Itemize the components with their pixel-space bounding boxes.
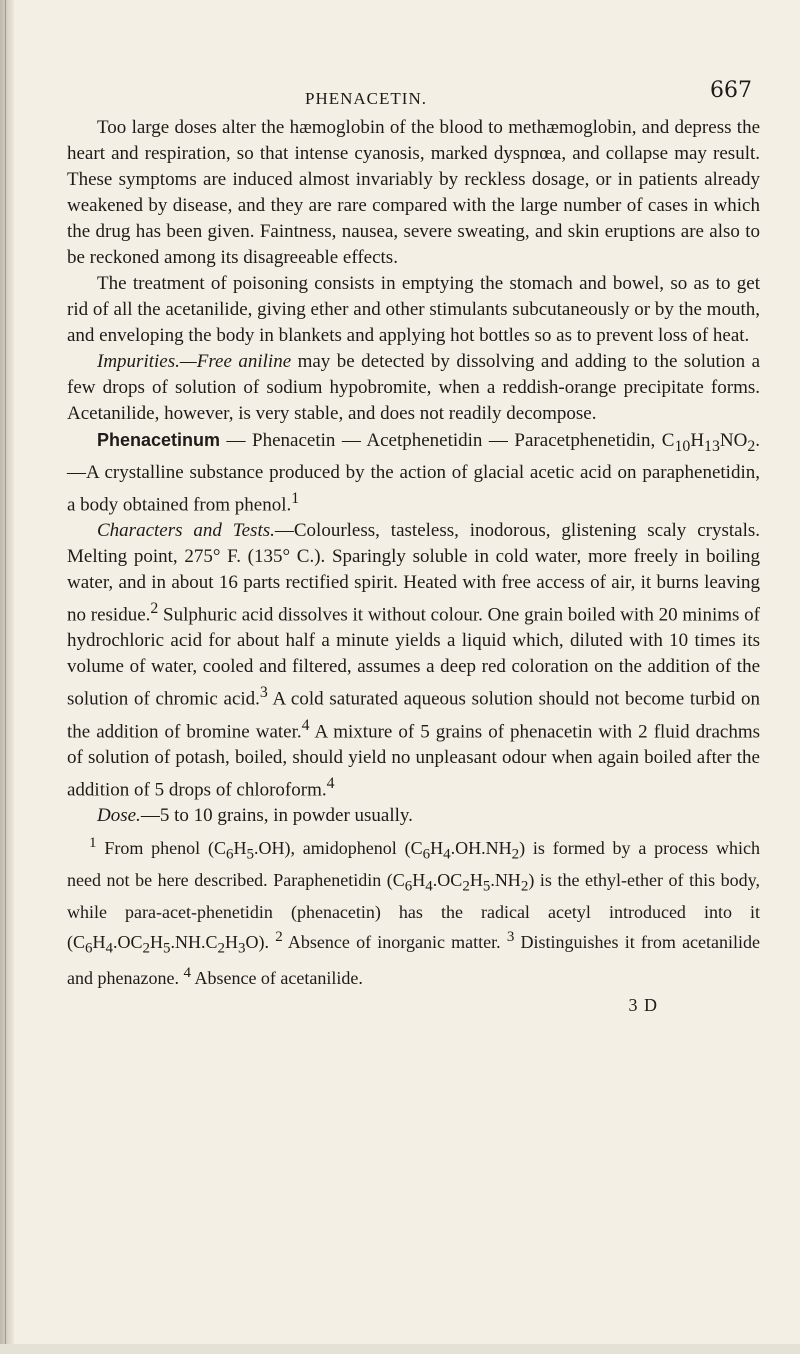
impurities-heading: Impurities.—Free aniline [97,351,292,372]
footnote-marker: 1 [89,835,97,852]
formula-subscript: 6 [404,878,413,895]
formula-subscript: 13 [704,437,720,455]
book-page [67,0,760,1021]
signature-row [67,991,760,1021]
footnote-ref: 1 [291,489,300,507]
phenacetinum-heading: Phenacetinum [97,430,221,450]
footnote-text: .OH.NH [450,838,512,859]
formula-subscript: 4 [443,847,451,864]
dose-text: —5 to 10 grains, in powder usually. [140,805,413,827]
formula-subscript: 4 [105,940,113,957]
running-title: PHENACETIN. [305,89,427,108]
formula-subscript: 5 [246,847,254,864]
footnotes [67,831,760,991]
footnote-marker: 2 [275,928,283,945]
formula-subscript: 3 [238,940,246,957]
formula-subscript: 2 [217,940,226,957]
footnote-4-text: Absence of acetanilide. [190,968,363,989]
footnote-text: .OC [113,931,143,952]
characters-text-b: Sulphuric acid dissolves it without colour. One grain boiled with 20 minims of hydrochloric acid for about half a minute yields a liquid which, diluted with 10 times its volume of water, cooled and filtered, assumes a deep red coloration on the addition of the solution of chromic acid. [67,604,760,710]
footnote-text: ) is the ethyl-ether of this body, while para-acet-phenetidin (phenacetin) has the radical acetyl introduced into it (C [67,870,761,952]
paragraph-characters [67,518,760,803]
signature-mark: 3 D [628,995,658,1016]
formula-subscript: 2 [747,437,756,455]
footnote-text: O). [245,931,270,952]
running-head [67,0,760,115]
footnote-3-text: Distinguishes it from acetanilide and phenazone. [67,931,761,989]
footnote-ref: 4 [326,775,335,793]
footnote-text: H [233,838,247,859]
footnote-1 [67,831,760,991]
formula-subscript: 6 [225,847,234,864]
paragraph-toxicity: Too large doses alter the hæmoglobin of the blood to methæmoglobin, and depress the heart and respiration, so that intense cyanosis, marked dyspnœa, and collapse may result. These symptoms are induced almost invariably by reckless dosage, or in patients already weakened by disease, and they are rare compared with the large number of cases in which the drug has been given. Faintness, nausea, severe sweating, and skin eruptions are also to be reckoned among its disagreeable effects. [67,117,760,268]
binding-gutter [0,0,14,1354]
footnote-text: .OH), amidophenol (C [253,838,423,859]
footnote-text: H [412,870,426,891]
page-number: 667 [710,78,752,103]
characters-text-a: —Colourless, tasteless, inodorous, glistening scaly crystals. Melting point, 275° F. (135° C.). Sparingly soluble in cold water, more freely in boiling water, and in about 16 parts rectified spirit. Heated with free access of air, it burns leaving no residue. [67,520,760,626]
formula-subscript: 2 [142,940,151,957]
paragraph-treatment: The treatment of poisoning consists in emptying the stomach and bowel, so as to get rid of all the acetanilide, giving ether and other stimulants subcutaneously or by the mouth, and enveloping the body in blankets and applying hot bottles so as to prevent loss of heat. [67,273,760,346]
formula-subscript: 2 [511,847,520,864]
paragraph-impurities [67,349,760,427]
phenacetinum-text-d: .—A crystalline substance produced by the action of glacial acetic acid on paraphenetidin, a body obtained from phenol. [67,430,760,516]
footnote-marker: 4 [183,965,191,982]
footnote-text: From phenol (C [96,838,226,859]
formula-subscript: 5 [482,878,491,895]
paragraph-phenacetinum [67,427,760,518]
paragraph-dose [67,803,760,829]
phenacetinum-text-a: — Phenacetin — Acetphenetidin — Paracetphenetidin, C [220,430,675,451]
phenacetinum-text-c: NO [719,430,748,451]
footnote-text: H [430,838,444,859]
formula-subscript: 10 [674,437,691,455]
footnote-text: .OC [432,870,463,891]
page-bottom-edge [0,1344,800,1354]
footnote-marker: 3 [506,928,515,945]
footnote-text: H [150,931,164,952]
footnote-text: .NH [490,870,521,891]
footnote-text: H [469,870,483,891]
formula-subscript: 6 [422,847,431,864]
characters-text-c: A cold saturated aqueous solution should not become turbid on the addition of bromine water. [67,688,760,743]
main-text [67,115,760,829]
footnote-ref: 3 [259,684,268,702]
formula-subscript: 6 [85,940,93,957]
formula-subscript: 5 [163,940,171,957]
footnote-text: H [225,931,239,952]
footnote-ref: 2 [150,600,159,618]
dose-heading: Dose. [97,805,141,827]
footnote-text: .NH.C [170,931,218,952]
footnote-text: H [92,931,106,952]
formula-subscript: 4 [425,878,433,895]
phenacetinum-text-b: H [690,430,705,451]
characters-text-d: A mixture of 5 grains of phenacetin with 2 fluid drachms of solution of potash, boiled, should yield no unpleasant odour when again boiled after the addition of 5 drops of chloroform. [67,721,760,801]
footnote-ref: 4 [301,716,310,734]
impurities-text: may be detected by dissolving and adding to the solution a few drops of solution of sodium hypobromite, when a reddish-orange precipitate forms. Acetanilide, however, is very stable, and does not readily decompose. [67,351,760,424]
footnote-2-text: Absence of inorganic matter. [282,931,501,952]
characters-heading: Characters and Tests. [97,520,275,542]
formula-subscript: 2 [462,878,470,895]
gutter-line [5,0,6,1354]
formula-subscript: 2 [520,878,529,895]
footnote-text: ) is formed by a process which need not be here described. Paraphenetidin (C [67,838,760,891]
